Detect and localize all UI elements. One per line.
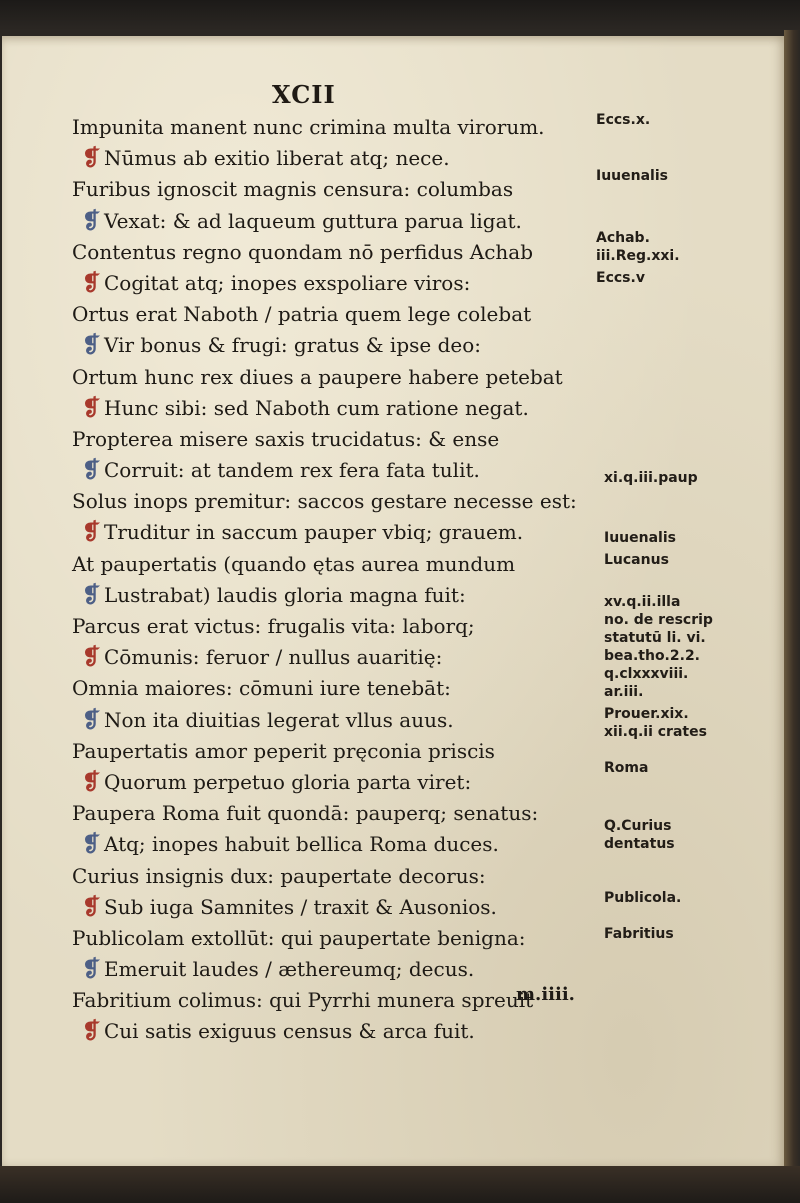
verse-line-text: At paupertatis (quando ętas aurea mundum bbox=[72, 551, 516, 576]
marginal-note: Iuuenalis bbox=[604, 530, 676, 546]
marginal-note: Lucanus bbox=[604, 552, 669, 568]
pilcrow-blue-icon: ❡ bbox=[82, 831, 101, 858]
marginal-note: Prouer.xix. bbox=[604, 706, 689, 722]
verse-line-text: Ortus erat Naboth / patria quem lege colebat bbox=[72, 302, 532, 327]
verse-line bbox=[72, 330, 602, 361]
pilcrow-blue-icon: ❡ bbox=[82, 956, 101, 983]
verse-line bbox=[72, 455, 602, 486]
verse-line-text: Vir bonus & frugi: gratus & ipse deo: bbox=[104, 333, 481, 358]
marginal-note: Achab. bbox=[596, 230, 650, 246]
verse-line-text: Paupera Roma fuit quondā: pauperq; senatus: bbox=[72, 801, 539, 826]
verse-line bbox=[72, 237, 602, 268]
verse-line bbox=[72, 206, 602, 237]
verse-line bbox=[72, 174, 602, 205]
verse-line bbox=[72, 393, 602, 424]
book-bottom-edge bbox=[0, 1166, 800, 1203]
verse-line-text: Truditur in saccum pauper vbiq; grauem. bbox=[104, 520, 524, 545]
verse-line bbox=[72, 299, 602, 330]
verse-line-text: Ortum hunc rex diues a paupere habere petebat bbox=[72, 364, 563, 389]
verse-line bbox=[72, 112, 602, 143]
verse-line-text: Non ita diuitias legerat vllus auus. bbox=[104, 707, 454, 732]
verse-line bbox=[72, 861, 602, 892]
verse-line bbox=[72, 549, 602, 580]
verse-line bbox=[72, 954, 602, 985]
marginal-note: dentatus bbox=[604, 836, 675, 852]
pilcrow-red-icon: ❡ bbox=[82, 644, 101, 671]
verse-line bbox=[72, 736, 602, 767]
verse-line-text: Lustrabat) laudis gloria magna fuit: bbox=[104, 582, 466, 607]
verse-line-text: Impunita manent nunc crimina multa virorum. bbox=[72, 115, 545, 139]
marginal-note: Fabritius bbox=[604, 926, 674, 942]
verse-line bbox=[72, 268, 602, 299]
marginal-note: statutū li. vi. bbox=[604, 630, 706, 646]
verse-line bbox=[72, 705, 602, 736]
verse-line bbox=[72, 767, 602, 798]
marginal-note: ar.iii. bbox=[604, 684, 644, 700]
pilcrow-red-icon: ❡ bbox=[82, 519, 101, 546]
verse-line bbox=[72, 611, 602, 642]
pilcrow-blue-icon: ❡ bbox=[82, 706, 101, 733]
verse-line-text: Publicolam extollūt: qui paupertate benigna: bbox=[72, 925, 526, 950]
marginal-note: xi.q.iii.paup bbox=[604, 470, 698, 486]
verse-line bbox=[72, 424, 602, 455]
verse-line-text: Nūmus ab exitio liberat atq; nece. bbox=[104, 146, 450, 171]
marginal-note: Eccs.v bbox=[596, 270, 645, 286]
verse-line bbox=[72, 923, 602, 954]
pilcrow-red-icon: ❡ bbox=[82, 1018, 101, 1045]
verse-line-text: Paupertatis amor peperit pręconia priscis bbox=[72, 738, 495, 763]
verse-line-text: Furibus ignoscit magnis censura: columbas bbox=[72, 177, 514, 202]
marginal-note: Publicola. bbox=[604, 890, 682, 906]
page-edge bbox=[784, 30, 800, 1170]
verse-line bbox=[72, 642, 602, 673]
verse-line-text: Sub iuga Samnites / traxit & Ausonios. bbox=[104, 894, 497, 919]
verse-line-text: Vexat: & ad laqueum guttura parua ligat. bbox=[104, 208, 522, 233]
pilcrow-red-icon: ❡ bbox=[82, 145, 101, 172]
verse-line bbox=[72, 517, 602, 548]
verse-line bbox=[72, 143, 602, 174]
verse-line bbox=[72, 798, 602, 829]
marginal-note: Q.Curius bbox=[604, 818, 672, 834]
verse-line-text: Parcus erat victus: frugalis vita: laborq; bbox=[72, 614, 475, 638]
marginal-note: xii.q.ii crates bbox=[604, 724, 707, 740]
marginal-note: Iuuenalis bbox=[596, 168, 668, 184]
marginal-note: Roma bbox=[604, 760, 649, 776]
pilcrow-red-icon: ❡ bbox=[82, 394, 101, 421]
verse-line-text: Atq; inopes habuit bellica Roma duces. bbox=[104, 832, 499, 857]
pilcrow-blue-icon: ❡ bbox=[82, 207, 101, 234]
verse-line-text: Curius insignis dux: paupertate decorus: bbox=[72, 863, 486, 888]
pilcrow-blue-icon: ❡ bbox=[82, 581, 101, 608]
verse-text-block bbox=[72, 112, 602, 1048]
verse-line bbox=[72, 486, 602, 517]
pilcrow-red-icon: ❡ bbox=[82, 768, 101, 795]
verse-line-text: Cōmunis: feruor / nullus auaritię: bbox=[104, 645, 443, 670]
verse-line-text: Hunc sibi: sed Naboth cum ratione negat. bbox=[104, 395, 529, 420]
verse-line-text: Fabritium colimus: qui Pyrrhi munera spreuit bbox=[72, 988, 534, 1013]
folio-number: XCII bbox=[272, 80, 336, 109]
pilcrow-blue-icon: ❡ bbox=[82, 332, 101, 359]
pilcrow-red-icon: ❡ bbox=[82, 893, 101, 920]
pilcrow-blue-icon: ❡ bbox=[82, 457, 101, 484]
verse-line-text: Cui satis exiguus census & arca fuit. bbox=[104, 1019, 475, 1044]
verse-line bbox=[72, 892, 602, 923]
marginal-note: no. de rescrip bbox=[604, 612, 713, 628]
marginal-note: bea.tho.2.2. bbox=[604, 648, 700, 664]
verse-line-text: Solus inops premitur: saccos gestare necesse est: bbox=[72, 489, 577, 514]
verse-line-text: Cogitat atq; inopes exspoliare viros: bbox=[104, 270, 471, 295]
verse-line-text: Contentus regno quondam nō perfidus Achab bbox=[72, 239, 534, 264]
verse-line-text: Emeruit laudes / æthereumq; decus. bbox=[104, 957, 475, 982]
verse-line-text: Corruit: at tandem rex fera fata tulit. bbox=[104, 458, 480, 483]
verse-line bbox=[72, 1016, 602, 1047]
verse-line bbox=[72, 673, 602, 704]
pilcrow-red-icon: ❡ bbox=[82, 269, 101, 296]
marginal-note: iii.Reg.xxi. bbox=[596, 248, 680, 264]
verse-line bbox=[72, 829, 602, 860]
verse-line bbox=[72, 580, 602, 611]
verse-line-text: Propterea misere saxis trucidatus: & ense bbox=[72, 426, 500, 451]
verse-line-text: Omnia maiores: cōmuni iure tenebāt: bbox=[72, 676, 451, 701]
marginal-note: Eccs.x. bbox=[596, 112, 651, 128]
signature-mark: m.iiii. bbox=[516, 984, 575, 1005]
marginal-note: q.clxxxviii. bbox=[604, 666, 689, 682]
marginal-note: xv.q.ii.illa bbox=[604, 594, 681, 610]
verse-line-text: Quorum perpetuo gloria parta viret: bbox=[104, 769, 472, 794]
verse-line bbox=[72, 362, 602, 393]
